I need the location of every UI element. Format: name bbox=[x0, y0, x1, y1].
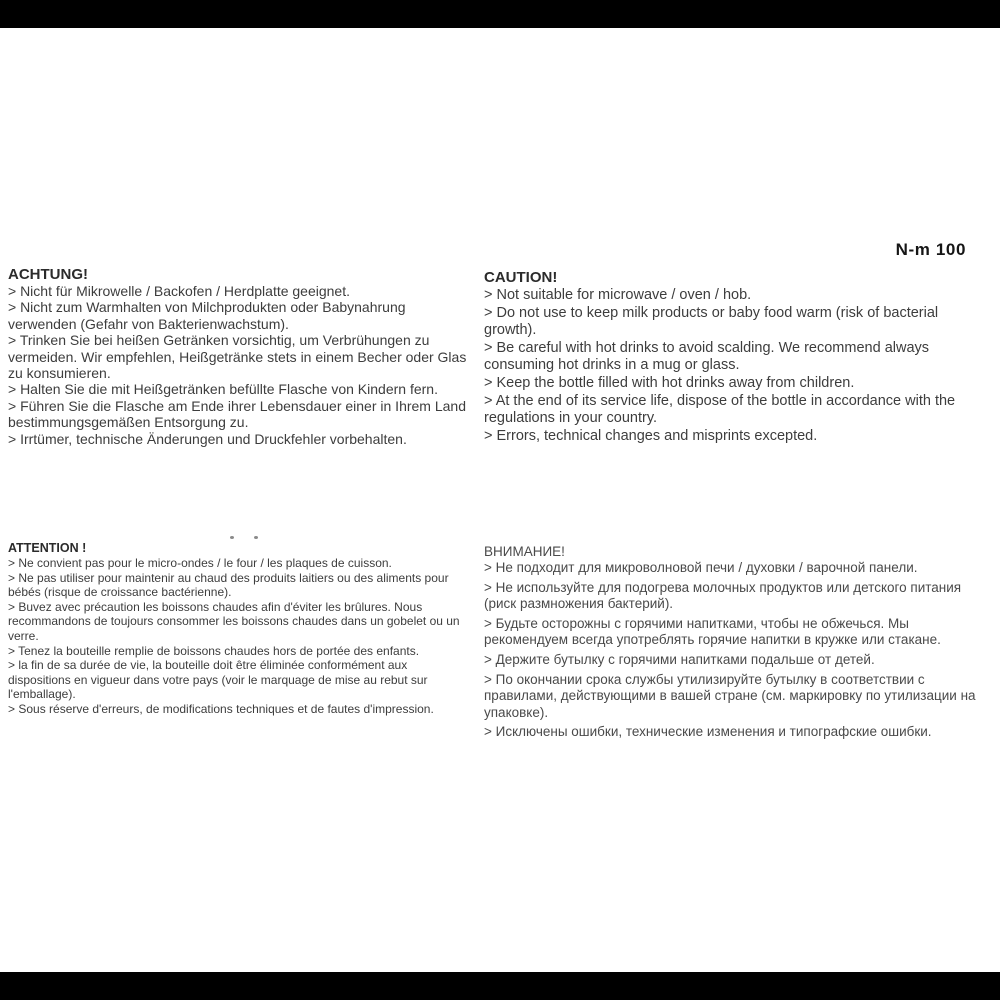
section-french-warnings bbox=[8, 541, 466, 717]
section-english-warnings bbox=[484, 269, 984, 445]
scan-artifact-dots bbox=[230, 536, 264, 540]
warning-item: > Irrtümer, technische Änderungen und Druckfehler vorbehalten. bbox=[8, 430, 407, 447]
warning-item: > Buvez avec précaution les boissons chaudes afin d'éviter les brûlures. Nous recommandons de toujours consommer les boissons chaudes dans un gobelet ou un verre. bbox=[8, 599, 460, 643]
top-letterbox-bar bbox=[0, 0, 1000, 28]
warning-item: > Не подходит для микроволновой печи / духовки / варочной панели. bbox=[484, 560, 918, 575]
warning-item: > Исключены ошибки, технические изменения и типографские ошибки. bbox=[484, 724, 932, 740]
warning-item: > Не используйте для подогрева молочных продуктов или детского питания (риск размножения бактерий). bbox=[484, 579, 962, 612]
section-english-title: CAUTION! bbox=[484, 269, 558, 286]
warning-item: > Keep the bottle filled with hot drinks away from children. bbox=[484, 374, 855, 391]
section-german-title: ACHTUNG! bbox=[8, 266, 88, 283]
warning-item: > Ne pas utiliser pour maintenir au chaud des produits laitiers ou des aliments pour bébés (risque de croissance bactérienne). bbox=[8, 570, 449, 600]
section-russian-title: ВНИМАНИЕ! bbox=[484, 544, 565, 559]
warning-item: > Будьте осторожны с горячими напитками, чтобы не обжечься. Мы рекомендуем всегда употреблять горячие напитки в кружке или стакане. bbox=[484, 615, 941, 648]
warning-item: > Führen Sie die Flasche am Ende ihrer Lebensdauer einer in Ihrem Land bestimmungsgemäßen Entsorgung zu. bbox=[8, 397, 466, 431]
section-french-items bbox=[8, 556, 466, 717]
warning-item: > Nicht zum Warmhalten von Milchprodukten oder Babynahrung verwenden (Gefahr von Bakterienwachstum). bbox=[8, 299, 406, 332]
warning-item: > Tenez la bouteille remplie de boissons chaudes hors de portée des enfants. bbox=[8, 643, 420, 658]
warning-item: > Держите бутылку с горячими напитками подальше от детей. bbox=[484, 651, 875, 667]
bottom-letterbox-bar bbox=[0, 972, 1000, 1000]
warning-item: > По окончании срока службы утилизируйте бутылку в соответствии с правилами, действующими в вашей стране (см. маркировку по утилизации на упаковке). bbox=[484, 671, 976, 720]
section-german-warnings bbox=[8, 266, 472, 447]
section-english-items bbox=[484, 287, 984, 445]
warning-item: > Nicht für Mikrowelle / Backofen / Herdplatte geeignet. bbox=[8, 283, 351, 299]
warning-item: > Errors, technical changes and misprints excepted. bbox=[484, 427, 818, 444]
warning-item: > At the end of its service life, dispose of the bottle in accordance with the regulations in your country. bbox=[484, 392, 956, 427]
warning-item: > Trinken Sie bei heißen Getränken vorsichtig, um Verbrühungen zu vermeiden. Wir empfehlen, Heißgetränke stets in einem Becher oder Glas zu konsumieren. bbox=[8, 332, 467, 382]
warning-item: > la fin de sa durée de vie, la bouteille doit être éliminée conformément aux dispositions en vigueur dans votre pays (voir le marquage de mise au rebut sur l'emballage). bbox=[8, 658, 428, 702]
section-german-items bbox=[8, 283, 472, 447]
warning-item: > Ne convient pas pour le micro-ondes / le four / les plaques de cuisson. bbox=[8, 556, 392, 570]
warning-item: > Halten Sie die mit Heißgetränken befüllte Flasche von Kindern fern. bbox=[8, 381, 438, 398]
warning-item: > Be careful with hot drinks to avoid scalding. We recommend always consuming hot drinks in a mug or glass. bbox=[484, 339, 930, 374]
section-french-title: ATTENTION ! bbox=[8, 541, 87, 555]
warning-item: > Not suitable for microwave / oven / hob. bbox=[484, 287, 752, 303]
warning-item: > Sous réserve d'erreurs, de modifications techniques et de fautes d'impression. bbox=[8, 701, 434, 716]
section-russian-warnings bbox=[484, 543, 996, 744]
section-russian-items bbox=[484, 560, 996, 741]
part-number-label: N-m 100 bbox=[895, 240, 966, 259]
warning-item: > Do not use to keep milk products or baby food warm (risk of bacterial growth). bbox=[484, 304, 939, 339]
